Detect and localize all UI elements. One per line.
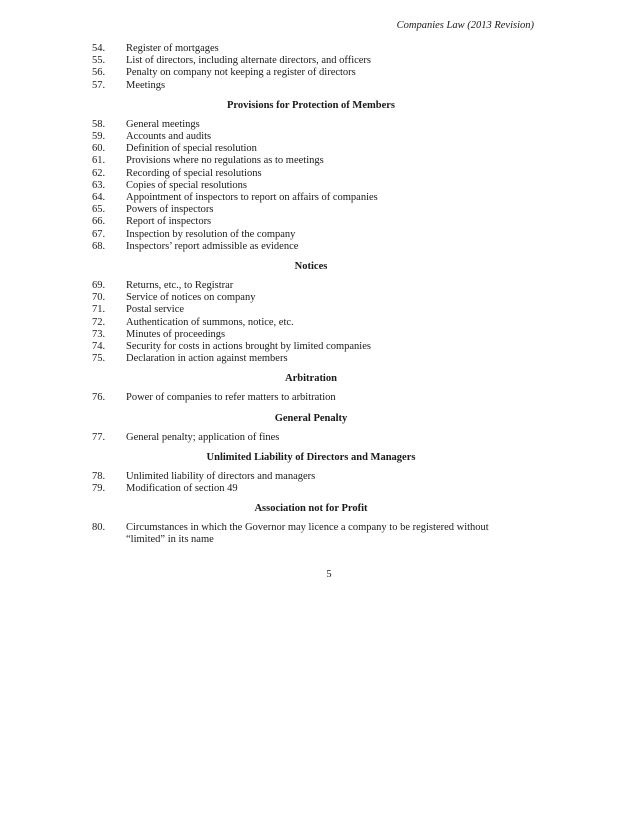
entry-title: Security for costs in actions brought by limited companies — [126, 341, 371, 353]
entry-number: 59. — [92, 131, 106, 143]
toc-entry — [92, 341, 530, 353]
entry-title: Register of mortgages — [126, 43, 219, 54]
toc-section — [92, 412, 530, 444]
toc-entry — [92, 168, 530, 180]
entry-number: 78. — [92, 470, 106, 482]
entry-number: 72. — [92, 316, 106, 328]
toc-section — [92, 43, 530, 92]
entry-number: 56. — [92, 67, 106, 79]
entry-number: 62. — [92, 167, 106, 179]
toc-entry — [92, 280, 530, 292]
toc-entry — [92, 229, 530, 241]
toc-entry — [92, 292, 530, 304]
entry-number: 69. — [92, 280, 106, 292]
entry-title: Power of companies to refer matters to arbitration — [126, 392, 336, 404]
toc-entry — [92, 304, 530, 316]
entry-title: Provisions where no regulations as to meetings — [126, 155, 324, 167]
entry-title: Unlimited liability of directors and managers — [126, 470, 316, 482]
entry-title: General penalty; application of fines — [126, 431, 280, 443]
toc-entry — [92, 180, 530, 192]
toc-entry — [92, 392, 530, 404]
entry-title: Declaration in action against members — [126, 353, 288, 365]
toc-entry — [92, 241, 530, 253]
entry-number: 79. — [92, 483, 106, 495]
entry-title: General meetings — [126, 118, 200, 130]
entry-number: 68. — [92, 240, 106, 252]
entry-number: 67. — [92, 228, 106, 240]
toc-section — [92, 502, 530, 546]
entry-title: Copies of special resolutions — [126, 179, 248, 191]
entry-number: 58. — [92, 118, 106, 130]
toc-entry — [92, 67, 530, 79]
entry-title: Report of inspectors — [126, 216, 212, 228]
toc-entry — [92, 432, 530, 444]
entry-number: 74. — [92, 341, 106, 353]
toc-entry — [92, 192, 530, 204]
section-heading: Association not for Profit — [254, 503, 368, 515]
entry-number: 55. — [92, 55, 106, 67]
page-number: 5 — [326, 569, 332, 580]
toc-entry — [92, 329, 530, 341]
entry-title: Inspection by resolution of the company — [126, 228, 296, 240]
entry-title: Meetings — [126, 79, 166, 91]
entry-title: Definition of special resolution — [126, 143, 257, 155]
entry-title: Minutes of proceedings — [126, 328, 226, 340]
entry-title: Recording of special resolutions — [126, 167, 262, 179]
toc-entry — [92, 143, 530, 155]
entry-number: 80. — [92, 522, 106, 534]
entry-number: 61. — [92, 155, 106, 167]
entry-title: Postal service — [126, 304, 185, 316]
entry-title: Authentication of summons, notice, etc. — [126, 316, 294, 328]
toc-entry — [92, 317, 530, 329]
entry-title: Powers of inspectors — [126, 204, 214, 216]
entry-title: Service of notices on company — [126, 292, 256, 304]
entry-number: 54. — [92, 43, 106, 54]
entry-title: Accounts and audits — [126, 131, 212, 143]
toc-section — [92, 372, 530, 404]
entry-number: 70. — [92, 292, 106, 304]
entry-number: 65. — [92, 204, 106, 216]
section-heading: Unlimited Liability of Directors and Managers — [206, 451, 416, 463]
entry-title: Inspectors’ report admissible as evidence — [126, 240, 299, 252]
toc-entry — [92, 471, 530, 483]
toc-entry — [92, 522, 530, 546]
toc-entry — [92, 43, 530, 55]
entry-number: 73. — [92, 328, 106, 340]
entry-number: 57. — [92, 79, 106, 91]
toc-entry — [92, 155, 530, 167]
entry-number: 76. — [92, 392, 106, 404]
entry-title: Appointment of inspectors to report on affairs of companies — [126, 192, 378, 204]
entry-title: Modification of section 49 — [126, 483, 238, 495]
toc-entry — [92, 131, 530, 143]
toc-entry — [92, 55, 530, 67]
entry-number: 66. — [92, 216, 106, 228]
section-heading: Notices — [294, 261, 328, 273]
entry-number: 64. — [92, 192, 106, 204]
entry-title: Penalty on company not keeping a register of directors — [126, 67, 356, 79]
toc-entry — [92, 80, 530, 92]
entry-number: 63. — [92, 179, 106, 191]
toc-entry — [92, 483, 530, 495]
toc-entry — [92, 119, 530, 131]
entry-title: Circumstances in which the Governor may licence a company to be registered without “limited” in its name — [126, 522, 489, 546]
toc-section — [92, 451, 530, 495]
entry-title: List of directors, including alternate directors, and officers — [126, 55, 372, 67]
section-heading: General Penalty — [274, 412, 348, 424]
running-header: Companies Law (2013 Revision) — [396, 20, 534, 31]
entry-number: 75. — [92, 353, 106, 365]
entry-number: 77. — [92, 431, 106, 443]
table-of-contents — [92, 43, 530, 547]
entry-title: Returns, etc., to Registrar — [126, 280, 234, 292]
toc-entry — [92, 216, 530, 228]
toc-section — [92, 260, 530, 365]
section-heading: Arbitration — [285, 373, 337, 385]
toc-entry — [92, 353, 530, 365]
entry-number: 71. — [92, 304, 106, 316]
toc-section — [92, 99, 530, 253]
toc-entry — [92, 204, 530, 216]
section-heading: Provisions for Protection of Members — [227, 99, 395, 111]
entry-number: 60. — [92, 143, 106, 155]
